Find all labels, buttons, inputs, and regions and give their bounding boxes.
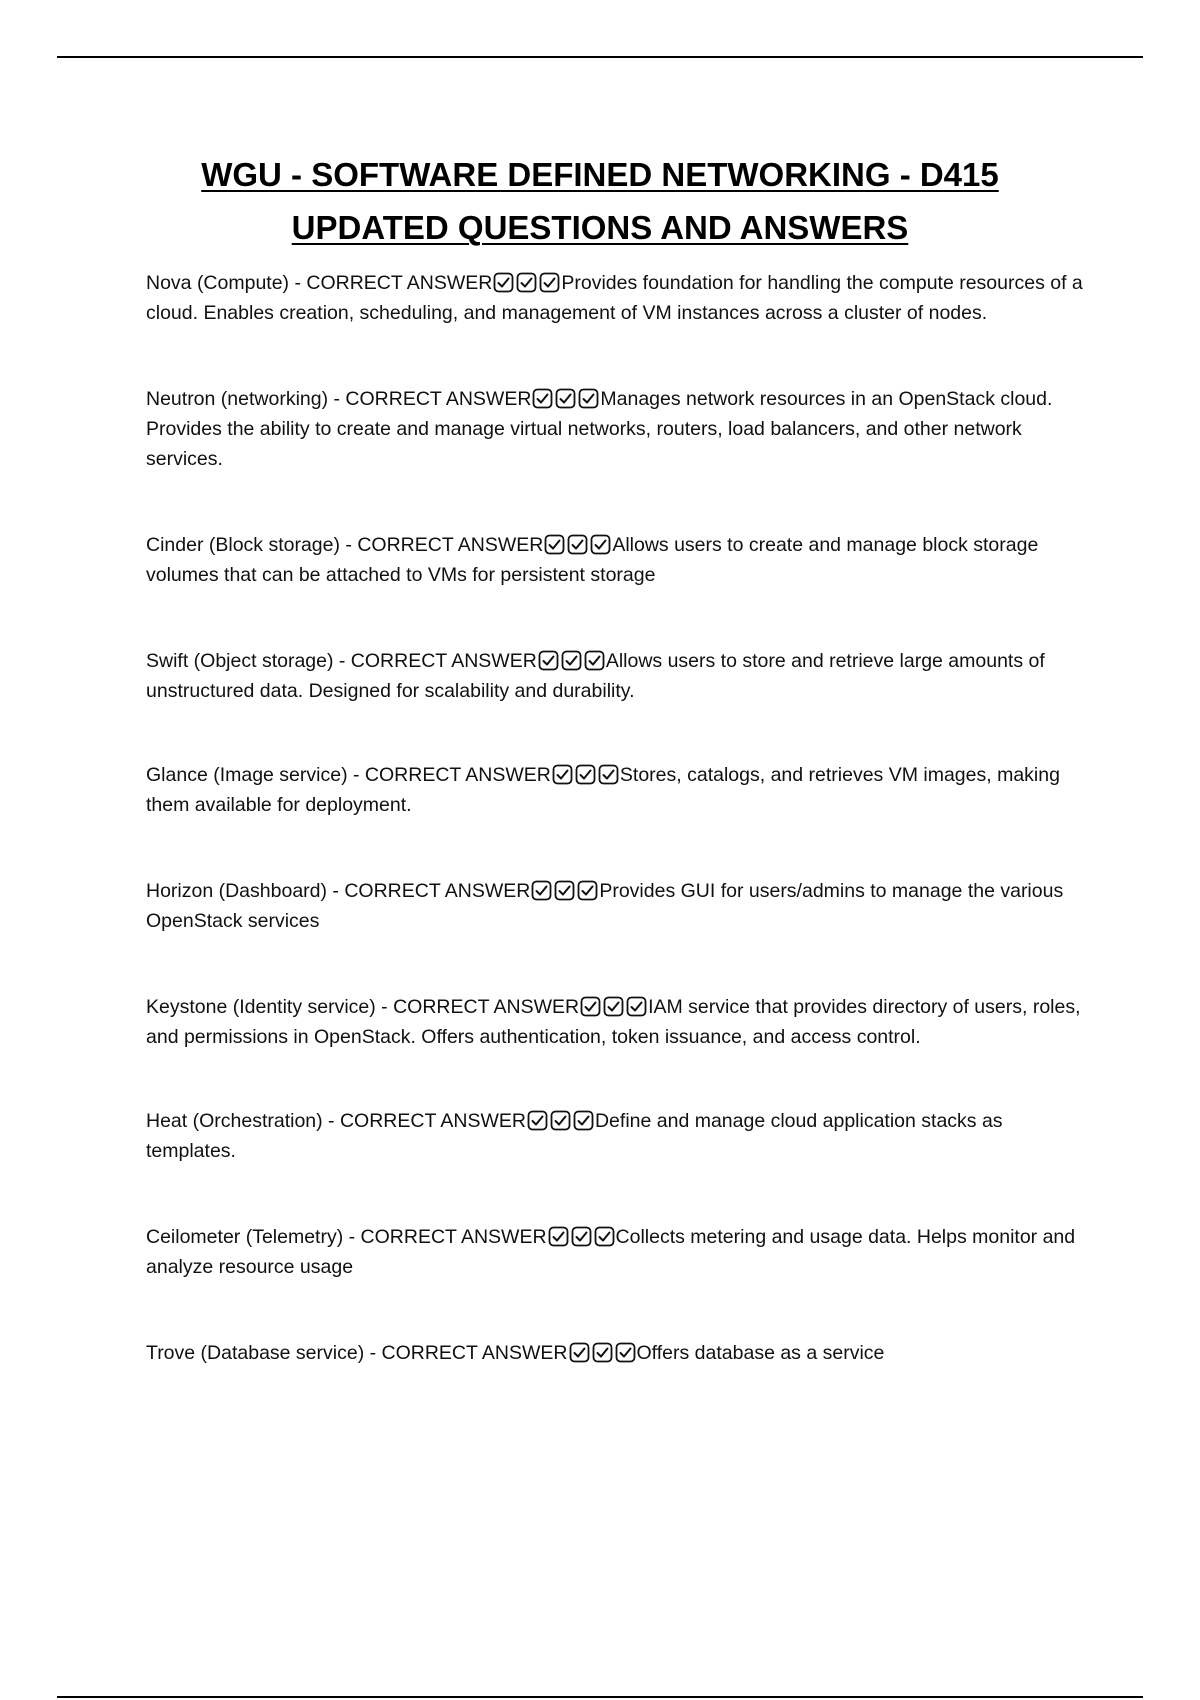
qa-item xyxy=(146,530,1096,590)
qa-answer: Allows users to create and manage block storage volumes that can be attached to VMs for persistent storage xyxy=(146,534,1039,586)
checked-box-icon xyxy=(531,880,552,901)
qa-answer: IAM service that provides directory of users, roles, and permissions in OpenStack. Offers authentication, token issuance, and access control. xyxy=(146,996,1081,1048)
checked-box-icon xyxy=(615,1342,636,1363)
correct-answer-checks xyxy=(547,1222,616,1252)
qa-term: Cinder (Block storage) - CORRECT ANSWER xyxy=(146,534,544,556)
qa-term: Nova (Compute) - CORRECT ANSWER xyxy=(146,272,493,294)
qa-list xyxy=(146,268,1096,1368)
correct-answer-checks xyxy=(526,1106,595,1136)
qa-answer: Provides foundation for handling the compute resources of a cloud. Enables creation, scheduling, and management of VM instances across a cluster of nodes. xyxy=(146,272,1083,324)
checked-box-icon xyxy=(598,764,619,785)
correct-answer-checks xyxy=(579,992,648,1022)
qa-answer: Stores, catalogs, and retrieves VM images, making them available for deployment. xyxy=(146,764,1060,816)
qa-answer: Offers database as a service xyxy=(636,1342,885,1364)
correct-answer-checks xyxy=(551,760,620,790)
checked-box-icon xyxy=(544,534,565,555)
checked-box-icon xyxy=(580,996,601,1017)
checked-box-icon xyxy=(567,534,588,555)
correct-answer-checks xyxy=(537,646,606,676)
checked-box-icon xyxy=(493,272,514,293)
correct-answer-checks xyxy=(492,268,561,298)
correct-answer-checks xyxy=(530,876,599,906)
qa-item xyxy=(146,760,1096,820)
qa-item xyxy=(146,646,1096,706)
checked-box-icon xyxy=(592,1342,613,1363)
qa-term: Ceilometer (Telemetry) - CORRECT ANSWER xyxy=(146,1226,547,1248)
checked-box-icon xyxy=(573,1110,594,1131)
checked-box-icon xyxy=(594,1226,615,1247)
checked-box-icon xyxy=(554,880,575,901)
checked-box-icon xyxy=(626,996,647,1017)
qa-term: Keystone (Identity service) - CORRECT ANSWER xyxy=(146,996,580,1018)
checked-box-icon xyxy=(578,388,599,409)
qa-term: Glance (Image service) - CORRECT ANSWER xyxy=(146,764,551,786)
title-line-2: UPDATED QUESTIONS AND ANSWERS xyxy=(291,209,909,246)
correct-answer-checks xyxy=(531,384,600,414)
qa-answer: Define and manage cloud application stacks as templates. xyxy=(146,1110,1003,1162)
qa-term: Horizon (Dashboard) - CORRECT ANSWER xyxy=(146,880,531,902)
qa-answer: Manages network resources in an OpenStack cloud. Provides the ability to create and manage virtual networks, routers, load balancers, and other network services. xyxy=(146,388,1053,470)
qa-item xyxy=(146,876,1096,936)
title-line-1: WGU - SOFTWARE DEFINED NETWORKING - D415 xyxy=(201,156,999,193)
qa-answer: Provides GUI for users/admins to manage the various OpenStack services xyxy=(146,880,1064,932)
top-rule xyxy=(57,56,1143,58)
checked-box-icon xyxy=(550,1110,571,1131)
qa-item xyxy=(146,1106,1096,1166)
checked-box-icon xyxy=(569,1342,590,1363)
qa-term: Swift (Object storage) - CORRECT ANSWER xyxy=(146,650,537,672)
checked-box-icon xyxy=(527,1110,548,1131)
qa-item xyxy=(146,992,1096,1052)
checked-box-icon xyxy=(539,272,560,293)
correct-answer-checks xyxy=(543,530,612,560)
qa-term: Trove (Database service) - CORRECT ANSWER xyxy=(146,1342,568,1364)
qa-item xyxy=(146,384,1096,474)
qa-term: Neutron (networking) - CORRECT ANSWER xyxy=(146,388,532,410)
checked-box-icon xyxy=(561,650,582,671)
bottom-rule xyxy=(57,1696,1143,1698)
checked-box-icon xyxy=(575,764,596,785)
qa-answer: Allows users to store and retrieve large amounts of unstructured data. Designed for scalability and durability. xyxy=(146,650,1045,702)
checked-box-icon xyxy=(516,272,537,293)
checked-box-icon xyxy=(552,764,573,785)
checked-box-icon xyxy=(555,388,576,409)
checked-box-icon xyxy=(538,650,559,671)
checked-box-icon xyxy=(590,534,611,555)
qa-item xyxy=(146,1222,1096,1282)
checked-box-icon xyxy=(548,1226,569,1247)
document-title xyxy=(0,148,1200,254)
qa-answer: Collects metering and usage data. Helps monitor and analyze resource usage xyxy=(146,1226,1076,1278)
checked-box-icon xyxy=(571,1226,592,1247)
correct-answer-checks xyxy=(568,1338,637,1368)
checked-box-icon xyxy=(532,388,553,409)
qa-item xyxy=(146,268,1096,328)
qa-term: Heat (Orchestration) - CORRECT ANSWER xyxy=(146,1110,526,1132)
checked-box-icon xyxy=(584,650,605,671)
checked-box-icon xyxy=(603,996,624,1017)
qa-item xyxy=(146,1338,1096,1368)
checked-box-icon xyxy=(577,880,598,901)
